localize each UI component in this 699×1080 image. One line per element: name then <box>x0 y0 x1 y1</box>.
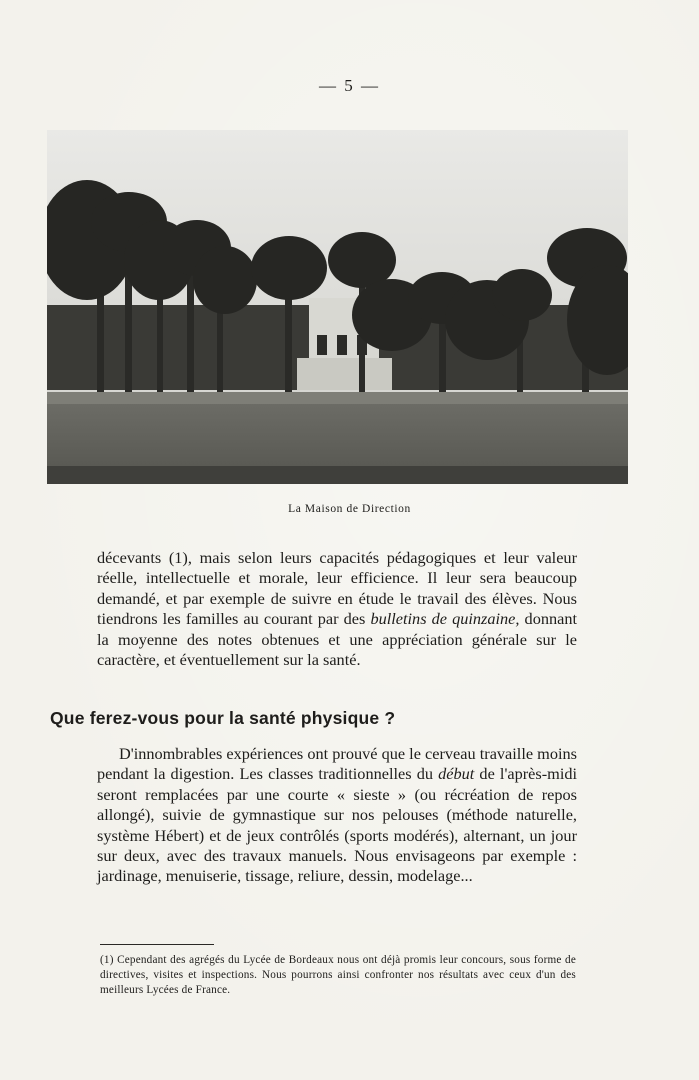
paragraph-teachers <box>97 548 577 670</box>
section-heading-physical-health: Que ferez-vous pour la santé physique ? <box>50 708 396 728</box>
paragraph-physical-health-text-a: D'innombrables expériences ont prouvé que le cerveau travaille moins pendant la digestion. Les classes traditionnelles du <box>97 744 577 784</box>
paragraph-physical-health-text-b: de l'après-midi seront remplacées par une courte « sieste » (ou récréation de repos allongé), suivie de gymnastique sur nos pelouses (méthode naturelle, système Hébert) et de jeux contrôlés (sports modérés), alternant, un jour sur deux, avec des travaux manuels. Nous envisageons par exemple : jardinage, menuiserie, tissage, reliure, dessin, modelage... <box>97 764 578 886</box>
paragraph-teachers-text-a: décevants (1), mais selon leurs capacités pédagogiques et leur valeur réelle, intellectuelle et morale, leur efficience. Il leur sera beaucoup demandé, et par exemple de suivre en étude le travail des élèves. Nous tiendrons les familles au courant par des <box>97 548 577 629</box>
page-number: — 5 — <box>319 76 380 95</box>
garden-photo <box>47 130 628 484</box>
footnote-divider <box>100 944 214 945</box>
footnote: (1) Cependant des agrégés du Lycée de Bordeaux nous ont déjà promis leur concours, sous forme de directives, visites et inspections. Nous pourrons ainsi confronter nos résultats avec ceux d'un des meilleurs Lycées de France. <box>100 954 576 997</box>
paragraph-teachers-text-b: donnant la moyenne des notes obtenues et une appréciation générale sur le caractère, et éventuellement sur la santé. <box>97 609 578 670</box>
paragraph-physical-health-emphasis: début <box>438 764 475 784</box>
paragraph-teachers-emphasis: bulletins de quinzaine, <box>370 609 520 629</box>
paragraph-physical-health <box>97 744 577 887</box>
photo-caption: La Maison de Direction <box>288 503 411 515</box>
